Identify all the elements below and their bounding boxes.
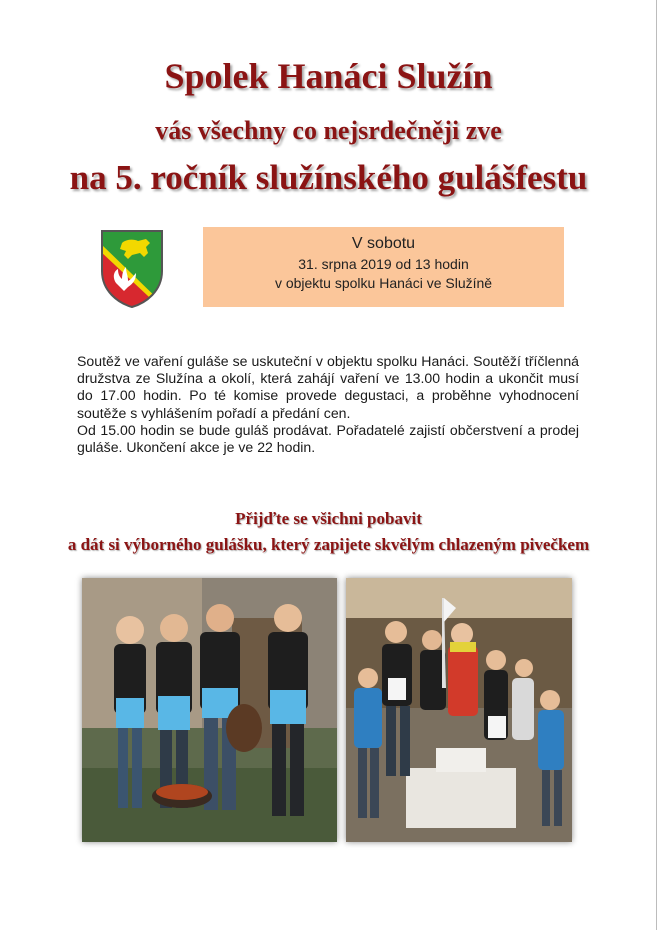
description: [77, 353, 579, 456]
subtitle: vás všechny co nejsrdečněji zve: [155, 116, 502, 145]
description-line-1: Soutěž ve vaření guláše se uskuteční v objektu spolku Hanáci. Soutěží tříčlenná družstva ze Služína a okolí, která zahájí vaření ve 13.00 hodin a ukončit musí do 17.00 hodin. Po té komise provede degustaci, a proběhne vyhodnocení soutěže s vyhlášením pořadí a předání cen.: [77, 353, 579, 421]
coat-of-arms-icon: [100, 229, 164, 309]
invitation-line-1: Přijďte se všichni pobavit: [235, 509, 422, 528]
description-line-2: Od 15.00 hodin se bude guláš prodávat. Pořadatelé zajistí občerstvení a prodej guláše. Ukončení akce je ve 22 hodin.: [77, 421, 579, 456]
invitation-line-2: a dát si výborného gulášku, který zapijete skvělým chlazeným pivečkem: [67, 535, 590, 554]
event-day: V sobotu: [351, 235, 416, 252]
event-info-box: [203, 227, 564, 307]
event-place: v objektu spolku Hanáci ve Služíně: [274, 275, 493, 291]
page-title: Spolek Hanáci Služín: [164, 56, 493, 96]
team-photo: [82, 578, 337, 842]
event-title: na 5. ročník služínského gulášfestu: [69, 158, 588, 197]
event-date: 31. srpna 2019 od 13 hodin: [298, 256, 469, 272]
winners-photo: [346, 578, 572, 842]
